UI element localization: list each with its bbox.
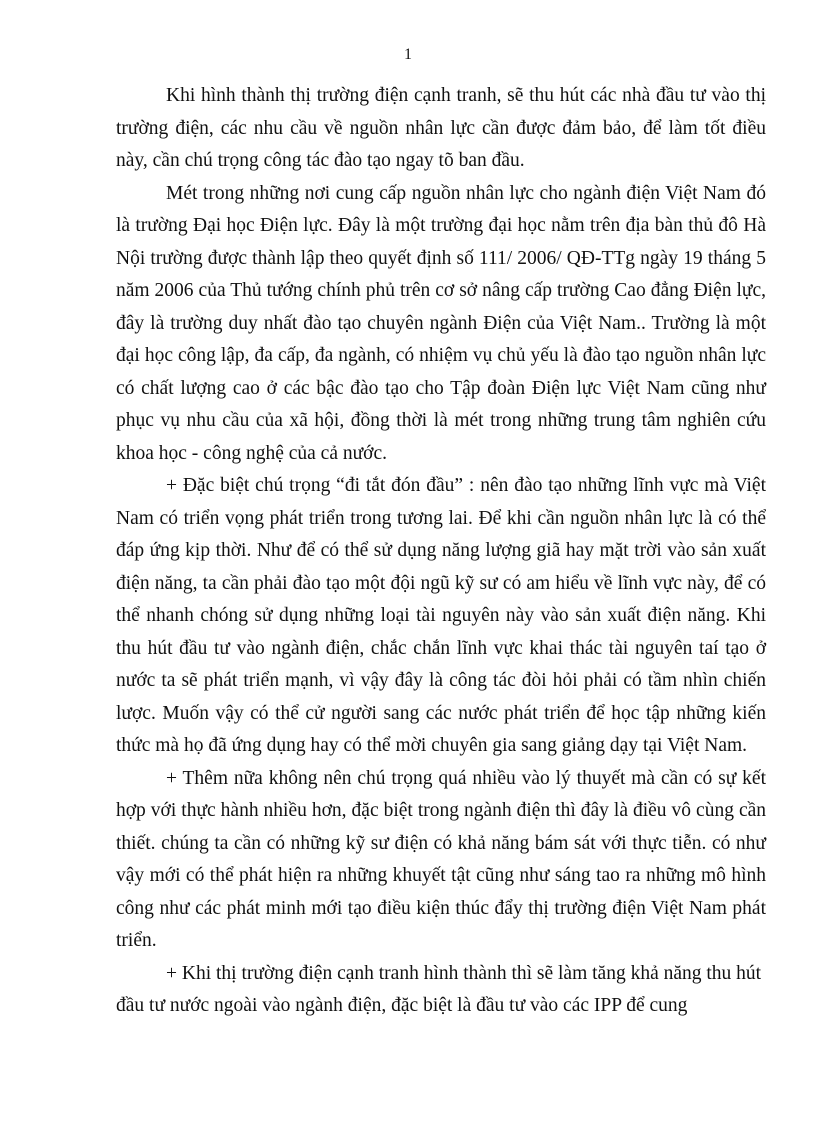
paragraph-university: Mét trong những nơi cung cấp nguồn nhân lực cho ngành điện Việt Nam đó là trường Đại học Điện lực. Đây là một trường đại học nằm trên địa bàn thủ đô Hà Nội trường được thành lập theo quyết định số 111/ 2006/ QĐ-TTg ngày 19 tháng 5 năm 2006 của Thủ tướng chính phủ trên cơ sở nâng cấp trường Cao đẳng Điện lực, đây là trường duy nhất đào tạo chuyên ngành Điện của Việt Nam.. Trường là một đại học công lập, đa cấp, đa ngành, có nhiệm vụ chủ yếu là đào tạo nguồn nhân lực có chất lượng cao ở các bậc đào tạo cho Tập đoàn Điện lực Việt Nam cũng như phục vụ nhu cầu của xã hội, đồng thời là mét trong những trung tâm nghiên cứu khoa học - công nghệ của cả nước. <box>116 182 766 464</box>
paragraph-intro: Khi hình thành thị trường điện cạnh tranh, sẽ thu hút các nhà đầu tư vào thị trường điện, các nhu cầu về nguồn nhân lực cần được đảm bảo, để làm tốt điều này, cần chú trọng công tác đào tạo ngay tõ ban đầu. <box>116 85 766 171</box>
document-body <box>116 80 766 1023</box>
paragraph-investment: + Khi thị trường điện cạnh tranh hình thành thì sẽ làm tăng khả năng thu hút đầu tư nước ngoài vào ngành điện, đặc biệt là đầu tư vào các IPP để cung <box>116 962 762 1016</box>
paragraph-practice: + Thêm nữa không nên chú trọng quá nhiều vào lý thuyết mà cần có sự kết hợp với thực hành nhiều hơn, đặc biệt trong ngành điện thì đây là điều vô cùng cần thiết. chúng ta cần có những kỹ sư điện có khả năng bám sát với thực tiễn. có như vậy mới có thể phát hiện ra những khuyết tật cũng như sáng tao ra những mô hình công như các phát minh mới tạo điều kiện thúc đẩy thị trường điện Việt Nam phát triển. <box>116 767 766 951</box>
paragraph-leapfrog-training: + Đặc biệt chú trọng “đi tắt đón đầu” : nên đào tạo những lĩnh vực mà Việt Nam có triển vọng phát triển trong tương lai. Để khi cần nguồn nhân lực là có thể đáp ứng kịp thời. Như để có thể sử dụng năng lượng giã hay mặt trời vào sản xuất điện năng, ta cần phải đào tạo một đội ngũ kỹ sư có am hiểu về lĩnh vực này, để có thể nhanh chóng sử dụng những loại tài nguyên này vào sản xuất điện năng. Khi thu hút đầu tư vào ngành điện, chắc chắn lĩnh vực khai thác tài nguyên taí tạo ở nước ta sẽ phát triển mạnh, vì vậy đây là công tác đòi hỏi phải có tầm nhìn chiến lược. Muốn vậy có thể cử người sang các nước phát triển để học tập những kiến thức mà họ đã ứng dụng hay có thể mời chuyên gia sang giảng dạy tại Việt Nam. <box>116 475 766 756</box>
page-number: 1 <box>404 46 412 63</box>
